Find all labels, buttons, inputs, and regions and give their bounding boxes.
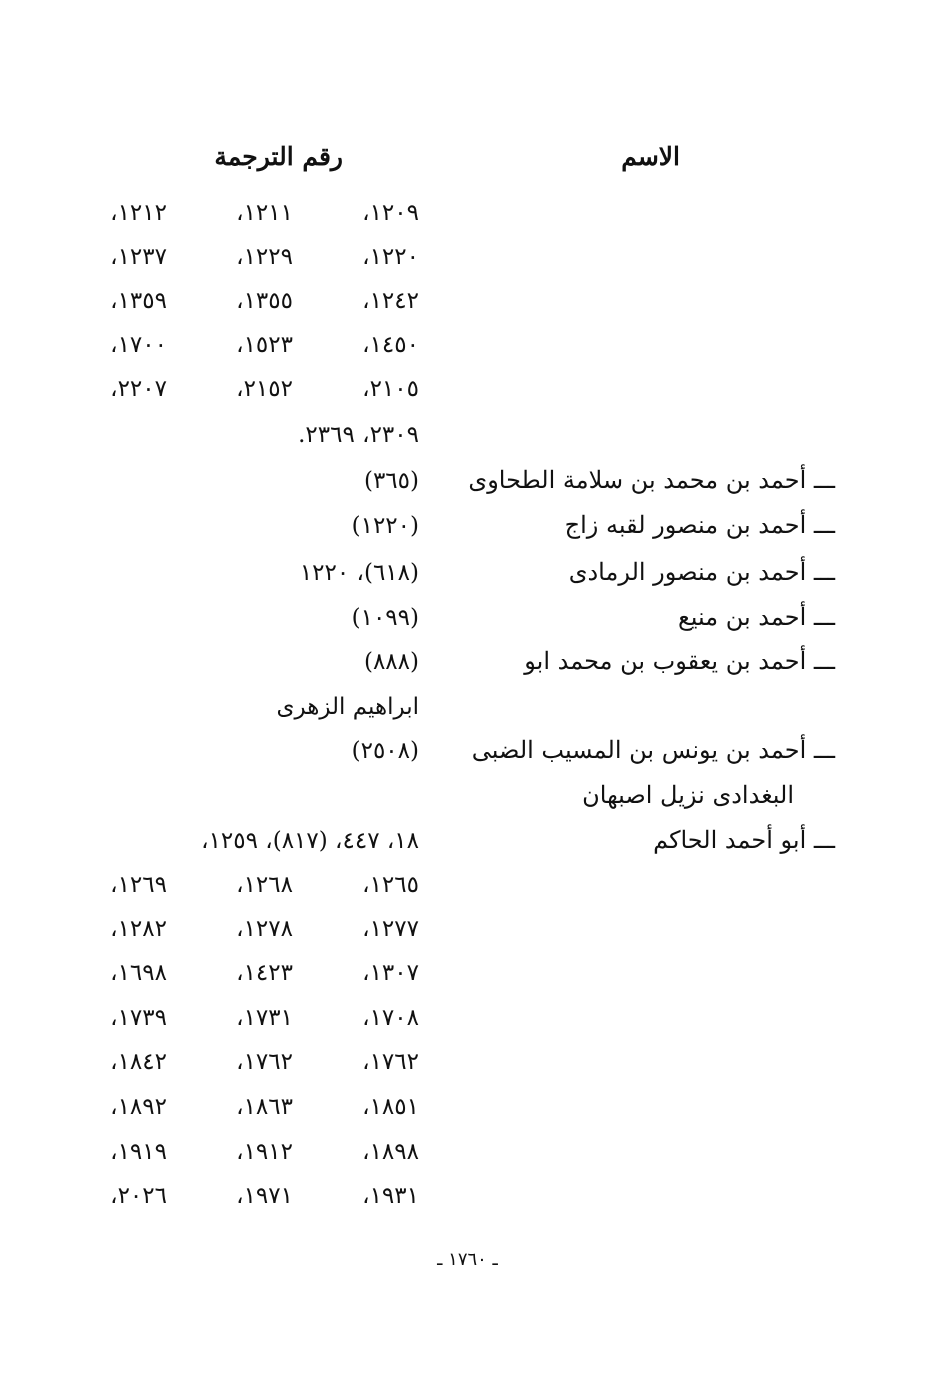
- ref-number: ١٢٦٩،: [110, 872, 167, 898]
- ref-number: ٢٢٠٧،: [110, 376, 167, 402]
- ref-number: ١٧٣١،: [236, 1005, 293, 1031]
- entry-dash: ـــ: [813, 511, 835, 539]
- entry-name: [678, 605, 835, 629]
- ref-number: ١٨٦٣،: [236, 1094, 293, 1120]
- ref-number: ١٩١٩،: [110, 1139, 167, 1165]
- header-translation-number: رقم الترجمة: [214, 142, 343, 171]
- ref-number: ١٢٨٢،: [110, 916, 167, 942]
- ref-number: ١٢٧٨،: [236, 916, 293, 942]
- entry-name: [653, 828, 835, 852]
- ref-number: ١٣٠٧،: [362, 960, 419, 986]
- ref-number: ٢١٥٢،: [236, 376, 293, 402]
- entry-dash: ـــ: [813, 736, 835, 764]
- ref-number: ١٧٠٠،: [110, 332, 167, 358]
- entry-numbers: (٣٦٥): [363, 468, 419, 494]
- entry-dash: ـــ: [813, 466, 835, 494]
- entry-dash: ـــ: [813, 826, 835, 854]
- entry-name: [565, 513, 835, 537]
- entry-name-text: أحمد بن منصور الرمادى: [568, 558, 807, 586]
- ref-number: ١٢٠٩،: [362, 200, 419, 226]
- ref-number: ٢١٠٥،: [362, 376, 419, 402]
- entry-name-continuation: البغدادى نزيل اصبهان: [582, 781, 794, 809]
- entry-dash: ـــ: [813, 558, 835, 586]
- ref-number: ١٢٦٥،: [362, 872, 419, 898]
- entry-numbers: (١٢٢٠): [351, 513, 419, 539]
- entry-name-text: أحمد بن يونس بن المسيب الضبى: [471, 736, 807, 764]
- header-name: الاسم: [621, 142, 680, 171]
- entry-numbers-continuation: ابراهيم الزهرى: [276, 694, 419, 720]
- ref-number: ١٢٢٠،: [362, 244, 419, 270]
- entry-name: [524, 649, 835, 673]
- ref-number: ١٢١٢،: [110, 200, 167, 226]
- ref-number: ١٥٢٣،: [236, 332, 293, 358]
- ref-number: ١٢٣٧،: [110, 244, 167, 270]
- ref-number: ١٨٤٢،: [110, 1049, 167, 1075]
- ref-number-final: ٢٣٠٩، ٢٣٦٩.: [298, 422, 419, 448]
- entry-numbers: (٦١٨)، ١٢٢٠: [299, 560, 419, 586]
- ref-number: ١٣٥٩،: [110, 288, 167, 314]
- entry-name-text: أحمد بن منصور لقبه زاج: [564, 511, 807, 539]
- entry-name: [468, 468, 835, 492]
- ref-number: ١٩١٢،: [236, 1139, 293, 1165]
- entry-name: [472, 738, 835, 762]
- entry-dash: ـــ: [813, 647, 835, 675]
- ref-number: ١٧٣٩،: [110, 1005, 167, 1031]
- ref-number: ١٢٦٨،: [236, 872, 293, 898]
- entry-name-text: أحمد بن منيع: [677, 603, 807, 631]
- ref-number: ١٧٦٢،: [236, 1049, 293, 1075]
- entry-numbers: (٨٨٨): [363, 649, 419, 675]
- ref-number: ١٦٩٨،: [110, 960, 167, 986]
- entry-numbers: (٢٥٠٨): [351, 738, 419, 764]
- ref-number: ١٢٢٩،: [236, 244, 293, 270]
- ref-number: ١٢٤٢،: [362, 288, 419, 314]
- entry-name-text: أحمد بن محمد بن سلامة الطحاوى: [468, 466, 807, 494]
- ref-number: ١٢١١،: [236, 200, 293, 226]
- ref-number: ١٩٣١،: [362, 1183, 419, 1209]
- ref-number: ١٧٠٨،: [362, 1005, 419, 1031]
- ref-number: ٢٠٢٦،: [110, 1183, 167, 1209]
- entry-numbers: (١٠٩٩): [351, 605, 419, 631]
- ref-number: ١٣٥٥،: [236, 288, 293, 314]
- ref-number: ١٢٧٧،: [362, 916, 419, 942]
- entry-name: [569, 560, 835, 584]
- ref-number: ١٨٩٢،: [110, 1094, 167, 1120]
- entry-numbers: ١٨، ٤٤٧، (٨١٧)، ١٢٥٩،: [201, 828, 419, 854]
- ref-number: ١٧٦٢،: [362, 1049, 419, 1075]
- entry-name-text: أحمد بن يعقوب بن محمد ابو: [524, 647, 807, 675]
- entry-dash: ـــ: [813, 603, 835, 631]
- ref-number: ١٩٧١،: [236, 1183, 293, 1209]
- page-number: ـ ١٧٦٠ ـ: [437, 1249, 498, 1270]
- ref-number: ١٨٥١،: [362, 1094, 419, 1120]
- entry-name-text: أبو أحمد الحاكم: [653, 826, 807, 854]
- ref-number: ١٤٥٠،: [362, 332, 419, 358]
- ref-number: ١٤٢٣،: [236, 960, 293, 986]
- ref-number: ١٨٩٨،: [362, 1139, 419, 1165]
